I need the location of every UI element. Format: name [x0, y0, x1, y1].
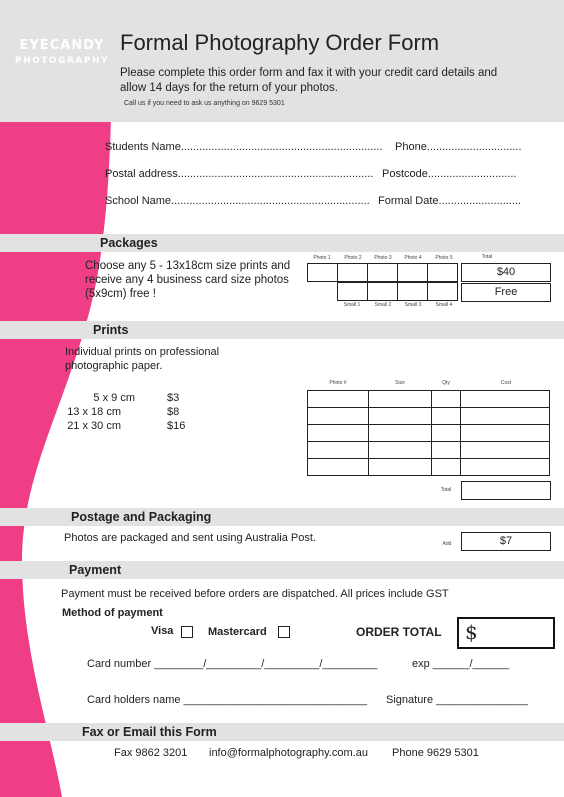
mastercard-label: Mastercard	[208, 626, 267, 638]
table-cell[interactable]	[369, 391, 432, 408]
small-3-cell[interactable]	[398, 283, 428, 301]
packages-description: Choose any 5 - 13x18cm size prints and receive any 4 business card size photos (5x9cm) free !	[85, 260, 291, 300]
table-cell[interactable]	[461, 459, 550, 476]
small-1-cell[interactable]	[338, 283, 368, 301]
prints-band	[0, 321, 564, 339]
photo-2-cell[interactable]	[338, 264, 368, 282]
col-size: Size	[395, 380, 405, 386]
small-1-header: Small 1	[343, 302, 361, 308]
formal-date-field[interactable]: Formal Date...........................	[378, 195, 522, 207]
table-cell[interactable]	[308, 442, 369, 459]
signature-field[interactable]: Signature _______________	[386, 694, 528, 706]
prints-total-label: Total	[440, 487, 452, 493]
small-2-cell[interactable]	[368, 283, 398, 301]
table-cell[interactable]	[369, 459, 432, 476]
table-cell[interactable]	[308, 408, 369, 425]
print-price-3: $16	[167, 420, 186, 432]
table-cell[interactable]	[461, 391, 550, 408]
postage-add-label: Add	[442, 541, 452, 547]
intro-text: Please complete this order form and fax it with your credit card details and allow 14 days for the return of your photos.	[120, 67, 498, 94]
table-cell[interactable]	[308, 459, 369, 476]
col-photo-number: Photo #	[329, 380, 347, 386]
print-size-2: 13 x 18 cm	[67, 406, 121, 418]
col-cost: Cost	[500, 380, 512, 386]
total-header: Total	[481, 254, 493, 260]
footer-heading: Fax or Email this Form	[82, 725, 217, 739]
page-title: Formal Photography Order Form	[120, 30, 440, 55]
payment-note: Payment must be received before orders are dispatched. All prices include GST	[61, 588, 449, 600]
print-size-3: 21 x 30 cm	[67, 420, 121, 432]
call-us-note: Call us if you need to ask us anything on 9629 5301	[124, 100, 285, 107]
card-holders-name-field[interactable]: Card holders name ______________________________	[87, 694, 368, 706]
table-cell[interactable]	[432, 425, 461, 442]
brand-logo-line1: EYECANDY	[19, 38, 105, 53]
currency-symbol: $	[465, 620, 478, 644]
prints-description: Individual prints on professional photographic paper.	[65, 346, 220, 372]
table-cell[interactable]	[308, 391, 369, 408]
card-number-field[interactable]: Card number ________/_________/_________/_________	[87, 658, 378, 670]
photo-1-header: Photo 1	[313, 255, 331, 261]
students-name-field[interactable]: Students Name..................................................................	[105, 141, 383, 153]
print-size-1: 5 x 9 cm	[93, 392, 135, 404]
photo-4-cell[interactable]	[398, 264, 428, 282]
mastercard-checkbox[interactable]	[278, 626, 290, 638]
photo-5-cell[interactable]	[428, 264, 458, 282]
table-cell[interactable]	[461, 408, 550, 425]
photo-2-header: Photo 2	[344, 255, 362, 261]
package-free-box: Free	[461, 283, 551, 302]
table-cell[interactable]	[369, 442, 432, 459]
order-total-label: ORDER TOTAL	[356, 625, 442, 639]
photo-3-cell[interactable]	[368, 264, 398, 282]
package-small-grid	[337, 282, 458, 301]
table-cell[interactable]	[369, 408, 432, 425]
print-price-1: $3	[167, 392, 180, 404]
small-4-cell[interactable]	[428, 283, 458, 301]
visa-checkbox[interactable]	[181, 626, 193, 638]
email-address[interactable]: info@formalphotography.com.au	[209, 747, 368, 759]
postage-heading: Postage and Packaging	[71, 510, 212, 524]
expiry-field[interactable]: exp ______/______	[412, 658, 510, 670]
order-total-box[interactable]	[457, 617, 555, 649]
phone-number: Phone 9629 5301	[392, 747, 479, 759]
postcode-field[interactable]: Postcode.............................	[382, 168, 517, 180]
small-4-header: Small 4	[435, 302, 453, 308]
brand-logo-line2: PHOTOGRAPHY	[15, 56, 109, 66]
packages-heading: Packages	[100, 236, 158, 250]
prints-total-box[interactable]	[461, 481, 551, 500]
method-of-payment-label: Method of payment	[62, 607, 163, 619]
postage-text: Photos are packaged and sent using Australia Post.	[64, 532, 316, 544]
table-cell[interactable]	[432, 442, 461, 459]
print-price-2: $8	[167, 406, 180, 418]
postage-amount-box: $7	[461, 532, 551, 551]
table-cell[interactable]	[461, 442, 550, 459]
phone-field[interactable]: Phone...............................	[395, 141, 522, 153]
school-name-field[interactable]: School Name.................................................................	[105, 195, 370, 207]
photo-3-header: Photo 3	[374, 255, 392, 261]
payment-heading: Payment	[69, 563, 122, 577]
small-2-header: Small 2	[374, 302, 392, 308]
table-cell[interactable]	[308, 425, 369, 442]
table-cell[interactable]	[432, 408, 461, 425]
package-total-box: $40	[461, 263, 551, 282]
table-cell[interactable]	[432, 391, 461, 408]
col-qty: Qty	[442, 380, 450, 386]
package-photo-grid	[307, 263, 458, 282]
visa-label: Visa	[151, 625, 174, 637]
prints-order-table	[307, 390, 550, 476]
postal-address-field[interactable]: Postal address................................................................	[105, 168, 374, 180]
small-3-header: Small 3	[404, 302, 422, 308]
fax-number: Fax 9862 3201	[114, 747, 188, 759]
prints-heading: Prints	[93, 323, 129, 337]
photo-1-cell[interactable]	[308, 264, 338, 282]
table-cell[interactable]	[432, 459, 461, 476]
photo-5-header: Photo 5	[435, 255, 453, 261]
packages-band	[0, 234, 564, 252]
photo-4-header: Photo 4	[404, 255, 422, 261]
table-cell[interactable]	[461, 425, 550, 442]
table-cell[interactable]	[369, 425, 432, 442]
